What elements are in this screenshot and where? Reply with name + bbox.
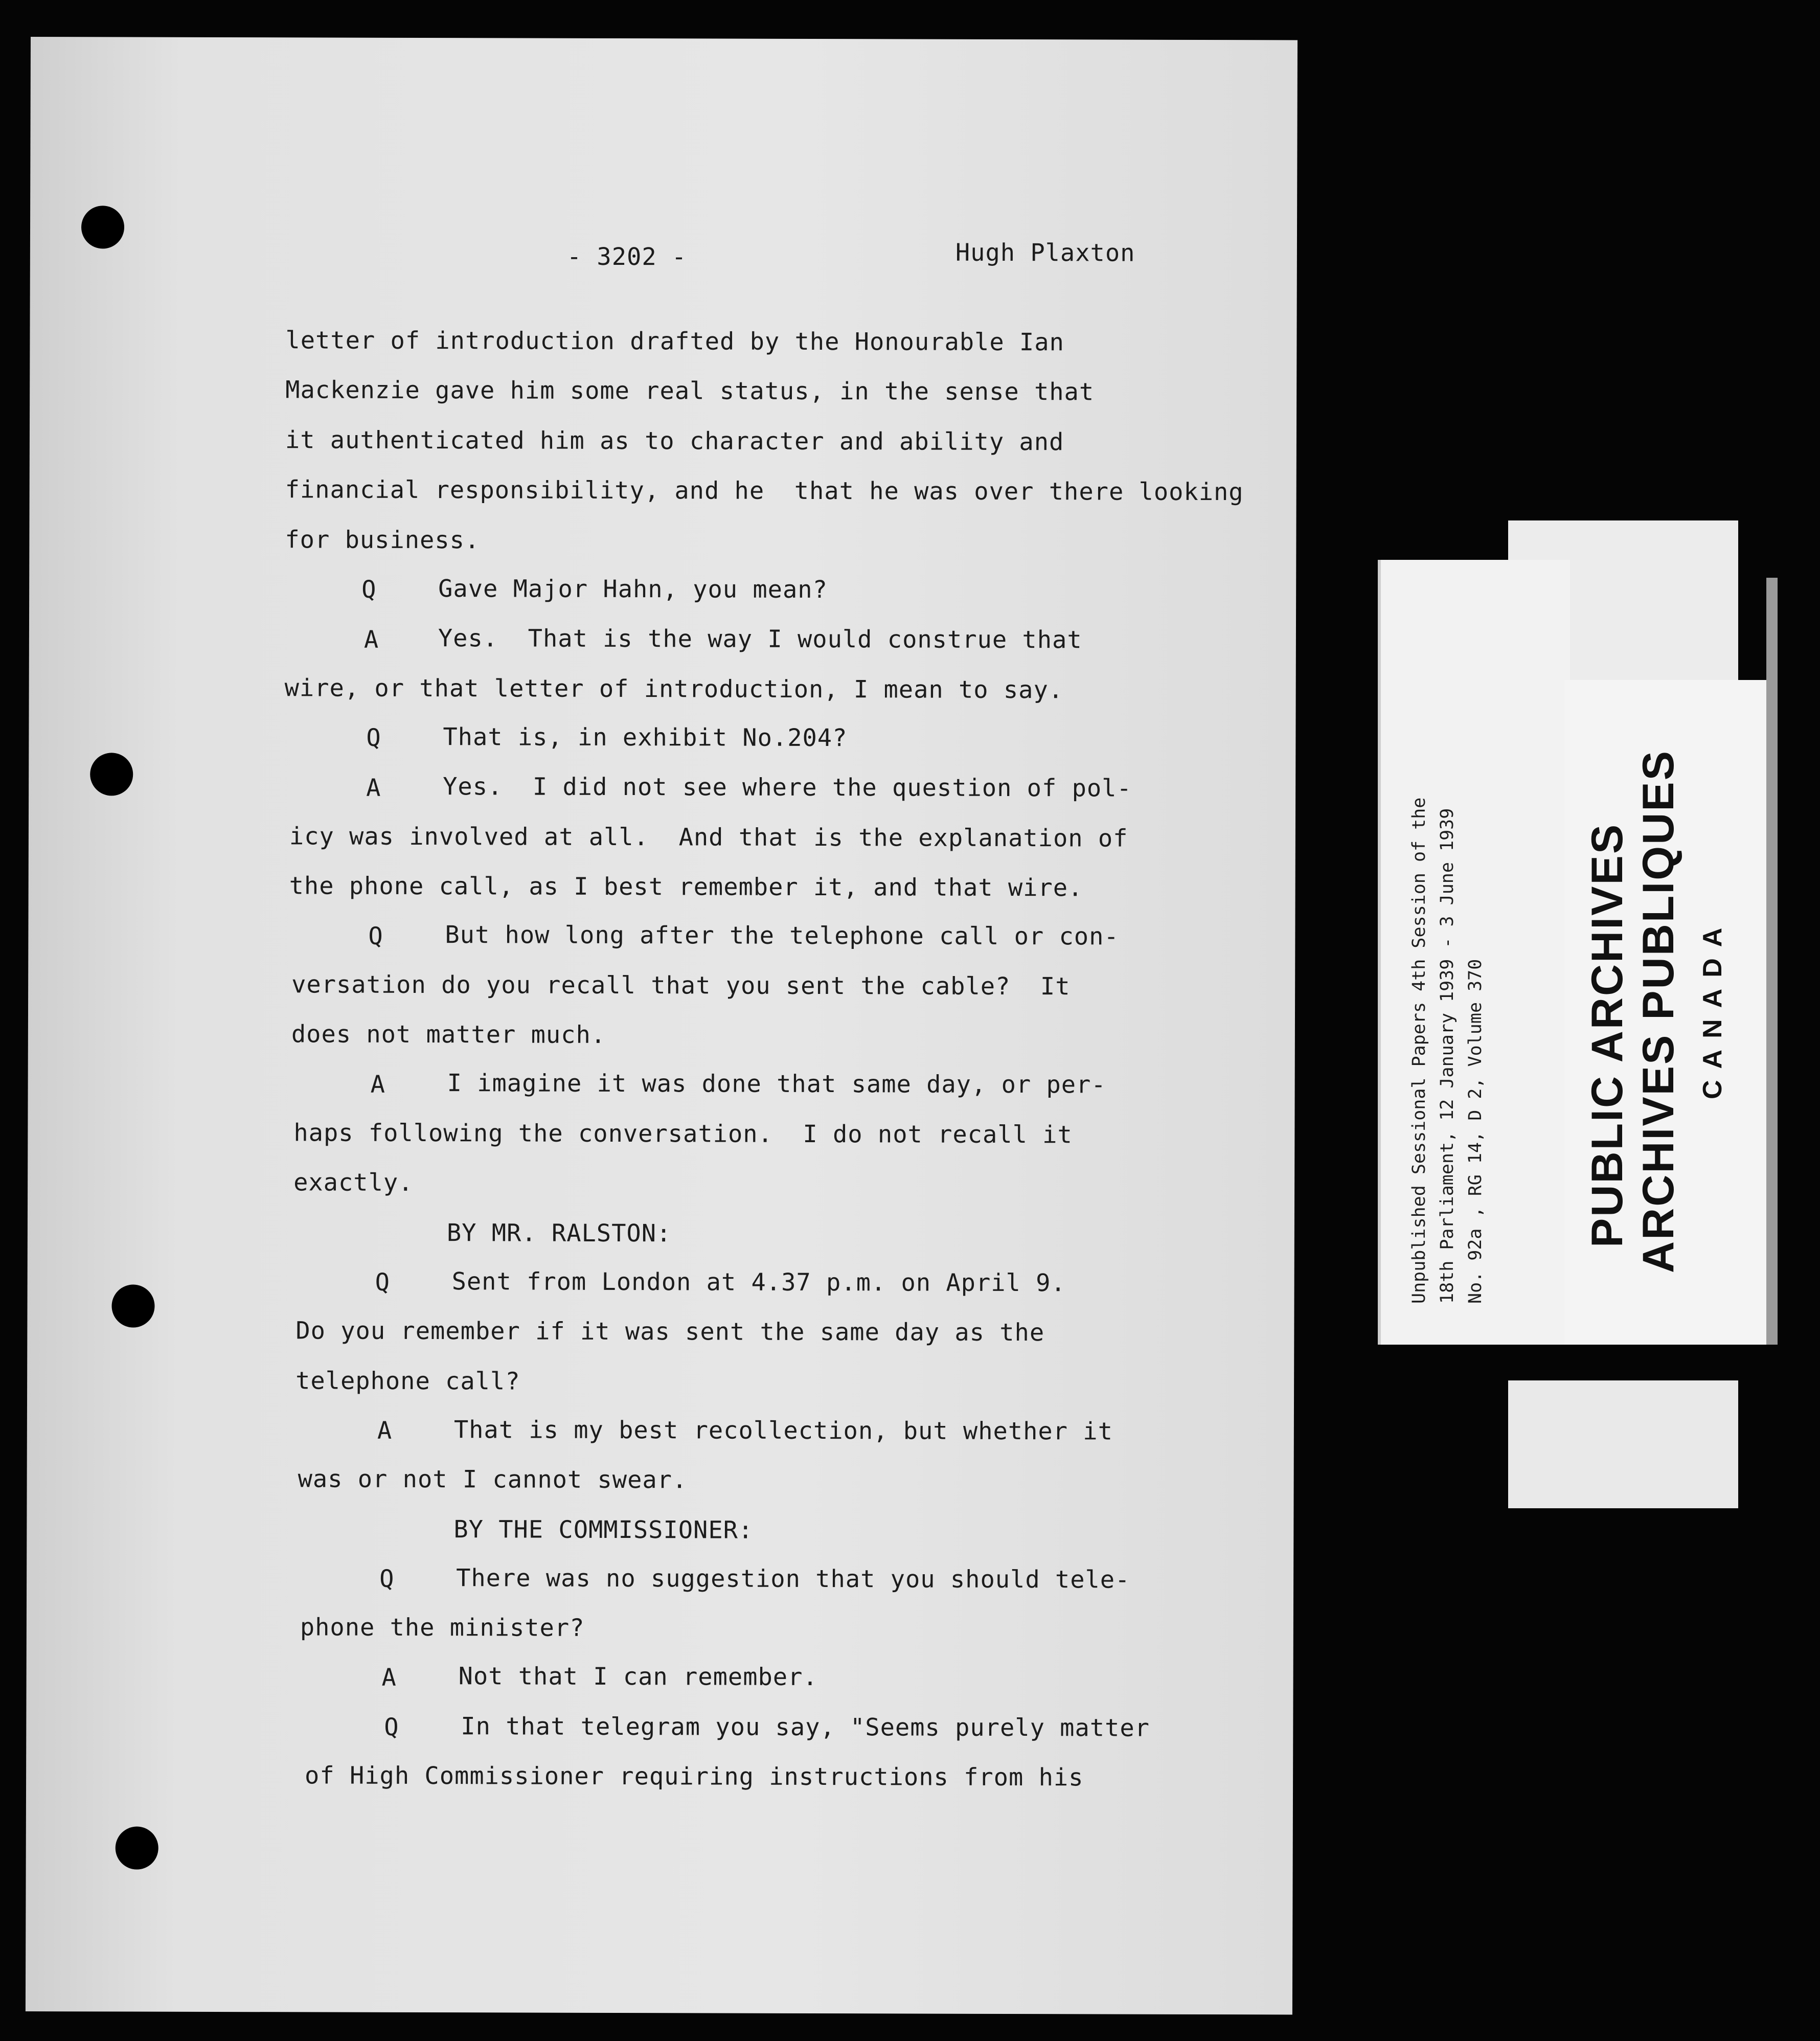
- transcript-line: Yes. That is the way I would construe that: [438, 624, 1082, 654]
- transcript-line: Mackenzie gave him some real status, in the sense that: [285, 376, 1095, 406]
- speaker-marker: A: [370, 1070, 385, 1099]
- page-number: - 3202 -: [566, 242, 687, 271]
- transcript-line: Do you remember if it was sent the same day as the: [295, 1317, 1045, 1347]
- transcript-line: But how long after the telephone call or con-: [445, 921, 1119, 951]
- punch-hole: [116, 1826, 158, 1869]
- speaker-marker: Q: [366, 723, 381, 752]
- transcript-line: it authenticated him as to character and ability and: [285, 426, 1064, 457]
- archives-publiques-title: ARCHIVES PUBLIQUES: [1634, 749, 1683, 1273]
- archive-reference-strip: [1378, 560, 1570, 1345]
- speaker-marker: A: [381, 1663, 396, 1692]
- transcript-line: letter of introduction drafted by the Honourable Ian: [285, 326, 1064, 357]
- examiner-heading: BY MR. RALSTON:: [446, 1219, 672, 1248]
- transcript-line: Yes. I did not see where the question of pol-: [443, 773, 1132, 803]
- examiner-heading: BY THE COMMISSIONER:: [453, 1515, 754, 1545]
- transcript-line: Sent from London at 4.37 p.m. on April 9.: [451, 1267, 1066, 1298]
- archive-reference-line: Unpublished Sessional Papers 4th Session of the: [1409, 797, 1429, 1304]
- speaker-marker: A: [363, 625, 379, 654]
- witness-name: Hugh Plaxton: [955, 238, 1135, 267]
- speaker-marker: Q: [379, 1564, 394, 1593]
- transcript-line: icy was involved at all. And that is the explanation of: [289, 822, 1128, 853]
- transcript-line: telephone call?: [295, 1367, 520, 1396]
- transcript-line: was or not I cannot swear.: [298, 1465, 688, 1494]
- transcript-line: versation do you recall that you sent the cable? It: [291, 970, 1071, 1001]
- transcript-line: of High Commissioner requiring instructions from his: [305, 1761, 1084, 1792]
- transcript-line: There was no suggestion that you should tele-: [456, 1564, 1130, 1594]
- transcript-line: In that telegram you say, "Seems purely matter: [461, 1712, 1150, 1742]
- speaker-marker: Q: [375, 1268, 390, 1297]
- transcript-line: That is my best recollection, but whether it: [453, 1416, 1113, 1446]
- typed-page: [26, 37, 1298, 2014]
- transcript-line: haps following the conversation. I do not recall it: [293, 1119, 1073, 1149]
- punch-hole: [81, 206, 124, 248]
- transcript-line: the phone call, as I best remember it, and that wire.: [289, 872, 1083, 902]
- transcript-line: for business.: [285, 526, 480, 555]
- speaker-marker: Q: [384, 1713, 399, 1741]
- transcript-line: does not matter much.: [291, 1020, 606, 1049]
- punch-hole: [90, 753, 133, 796]
- archive-label-edge: [1766, 578, 1778, 1345]
- archive-reference-line: No. 92a , RG 14, D 2, Volume 370: [1465, 959, 1486, 1304]
- transcript-line: phone the minister?: [300, 1613, 585, 1642]
- transcript-line: wire, or that letter of introduction, I mean to say.: [284, 674, 1064, 705]
- transcript-line: That is, in exhibit No.204?: [443, 723, 848, 753]
- transcript-line: I imagine it was done that same day, or per-: [447, 1069, 1106, 1099]
- transcript-line: Not that I can remember.: [458, 1662, 818, 1692]
- speaker-marker: A: [377, 1416, 392, 1445]
- archive-reference-line: 18th Parliament, 12 January 1939 - 3 June 1939: [1437, 808, 1458, 1304]
- archive-stamp: [1564, 680, 1766, 1345]
- public-archives-title: PUBLIC ARCHIVES: [1583, 823, 1632, 1248]
- archive-label-tab: [1508, 1380, 1738, 1508]
- transcript-line: Gave Major Hahn, you mean?: [438, 575, 828, 604]
- transcript-line: financial responsibility, and he that he was over there looking: [285, 475, 1244, 507]
- punch-hole: [111, 1284, 154, 1327]
- speaker-marker: Q: [368, 922, 383, 950]
- speaker-marker: Q: [361, 575, 376, 604]
- country-label: CANADA: [1698, 916, 1727, 1099]
- speaker-marker: A: [366, 774, 381, 802]
- transcript-line: exactly.: [293, 1168, 414, 1197]
